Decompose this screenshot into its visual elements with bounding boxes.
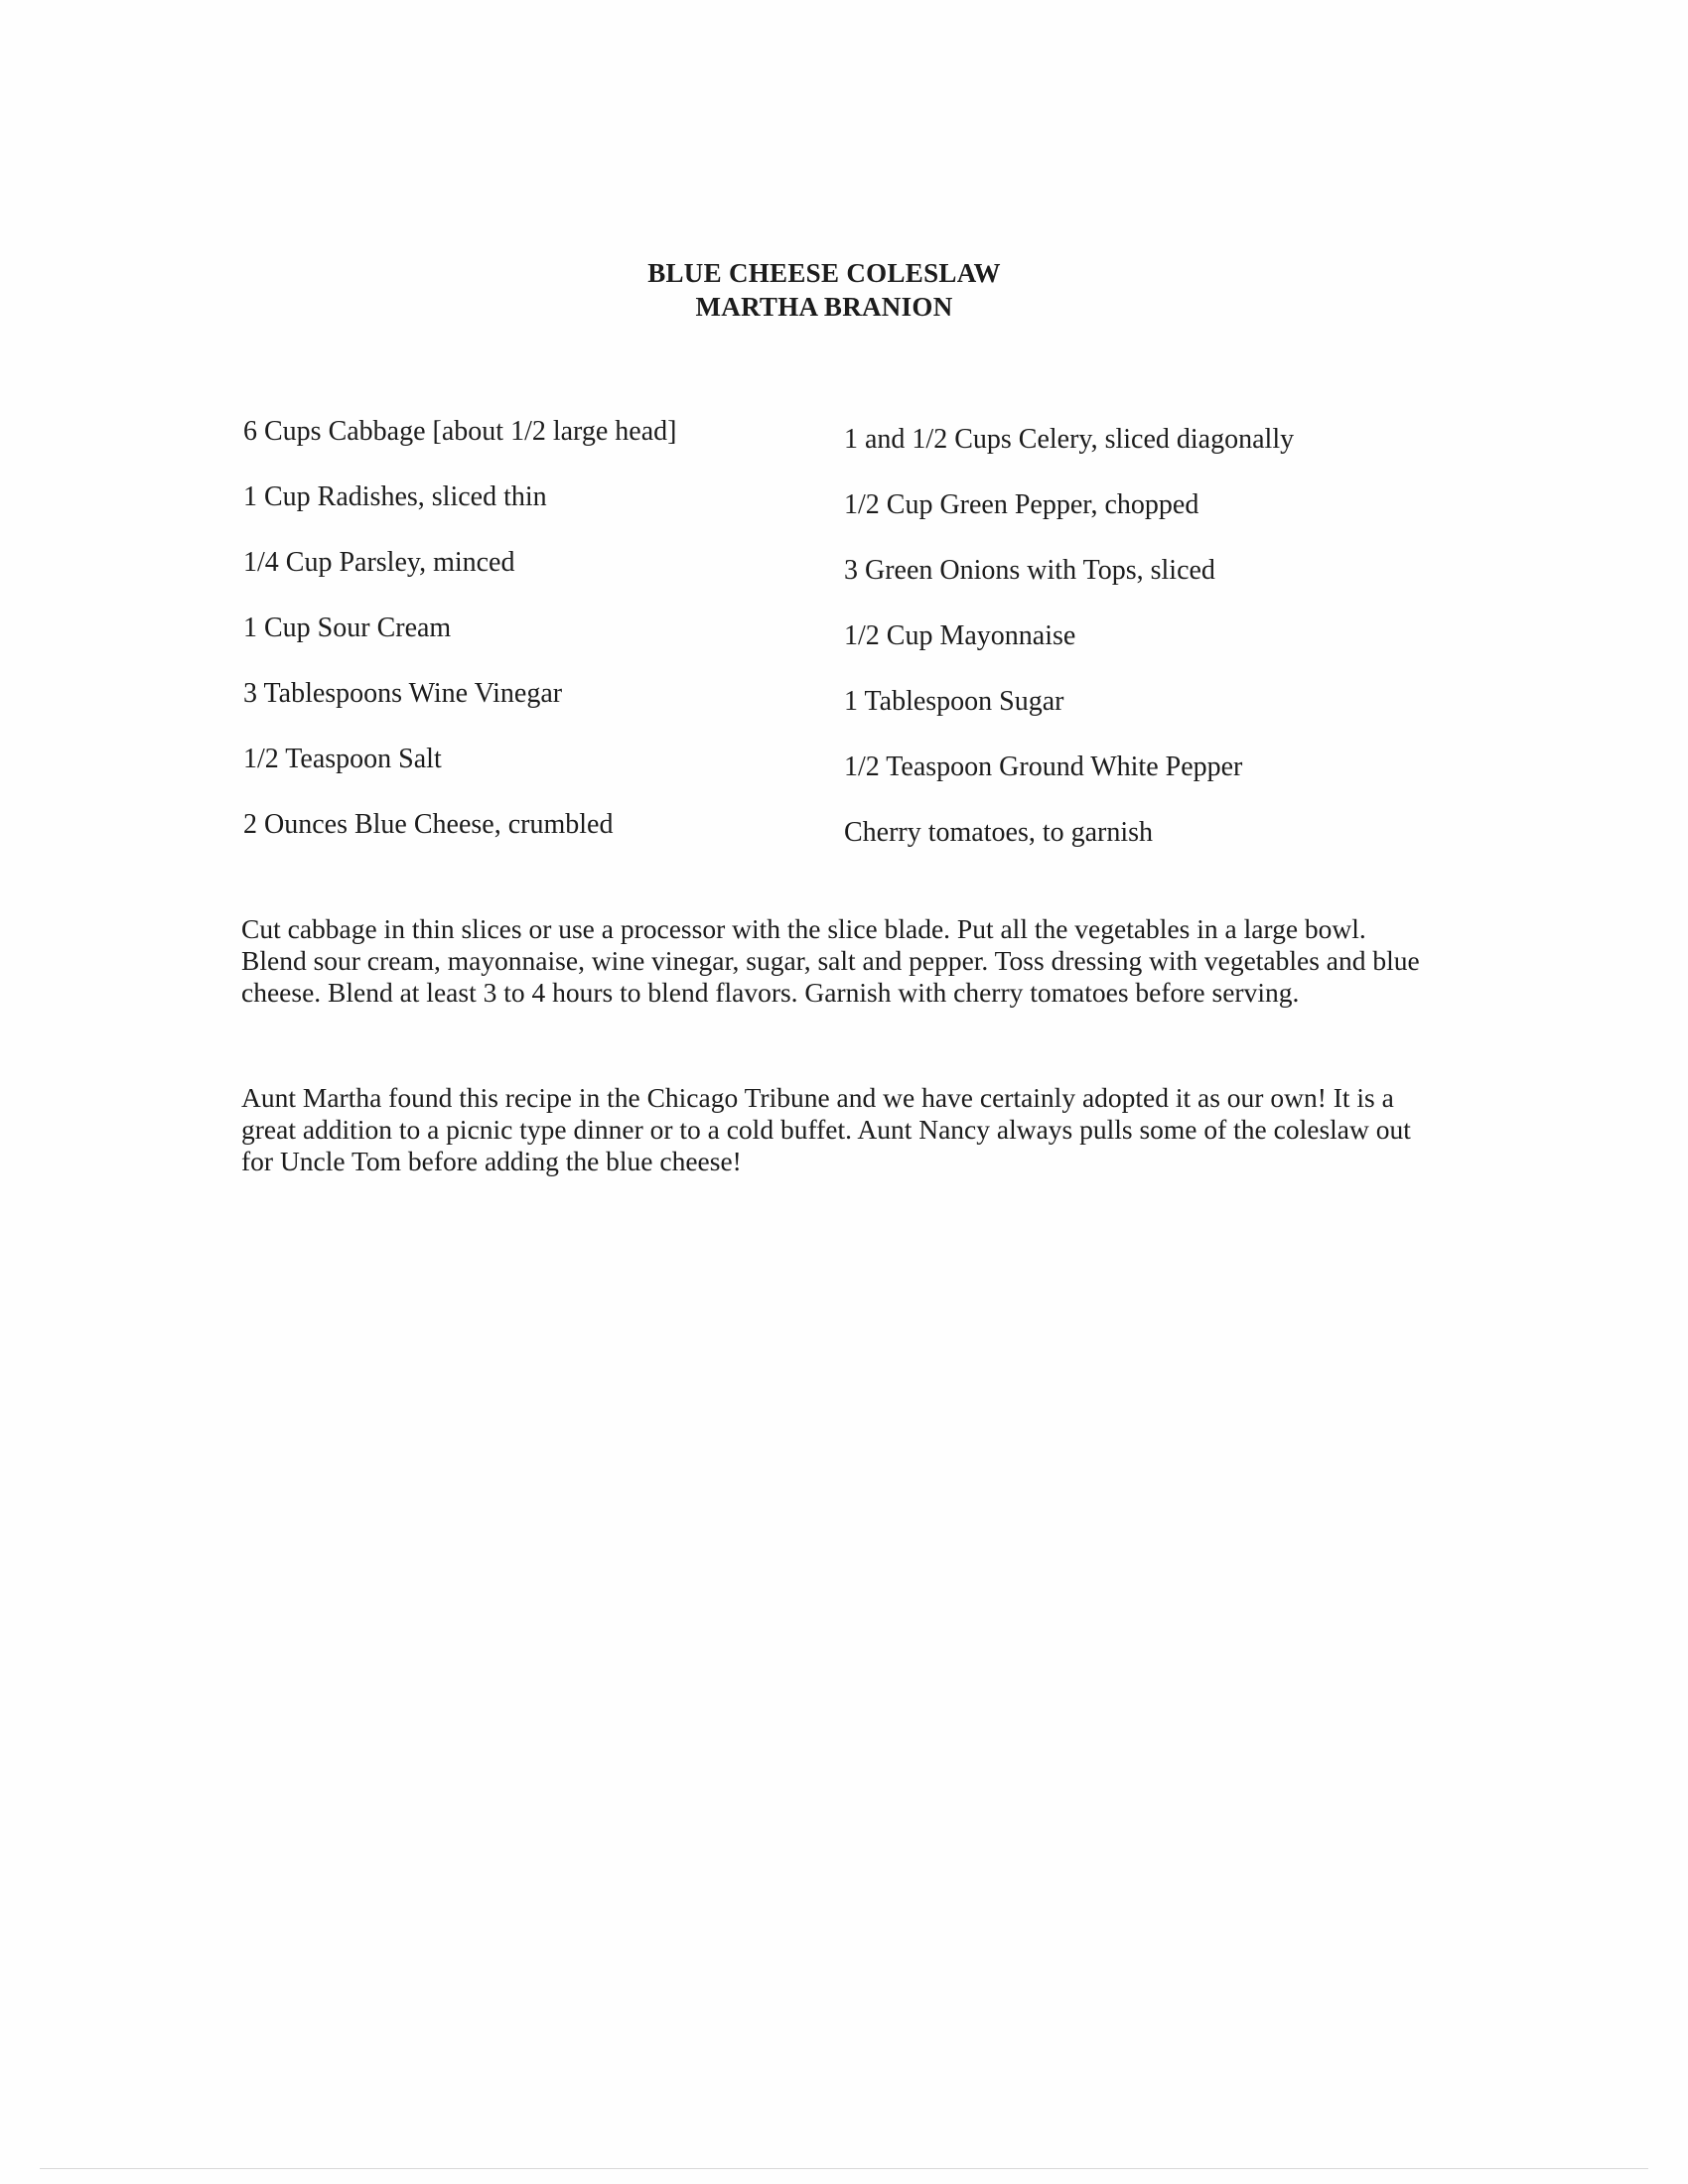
ingredient-item: 2 Ounces Blue Cheese, crumbled [243, 809, 614, 840]
ingredients-left-column [243, 415, 676, 874]
ingredient-item: Cherry tomatoes, to garnish [844, 817, 1154, 848]
ingredient-item: 1 Cup Radishes, sliced thin [243, 481, 547, 512]
recipe-author: MARTHA BRANION [695, 292, 953, 322]
title-block [0, 256, 1648, 324]
note-paragraph: Aunt Martha found this recipe in the Chicago Tribune and we have certainly adopted it as our own! It is a great addition to a picnic type dinner or to a cold buffet. Aunt Nancy always pulls some of the coleslaw out for Uncle Tom before adding the blue cheese! [241, 1082, 1411, 1176]
ingredient-item: 1/2 Teaspoon Salt [243, 744, 442, 774]
directions-paragraph: Cut cabbage in thin slices or use a processor with the slice blade. Put all the vegetables in a large bowl. Blend sour cream, mayonnaise, wine vinegar, sugar, salt and pepper. Toss dressing with vegetables and blue cheese. Blend at least 3 to 4 hours to blend flavors. Garnish with cherry tomatoes before serving. [241, 913, 1420, 1008]
ingredient-item: 6 Cups Cabbage [about 1/2 large head] [243, 416, 677, 447]
ingredients-right-column [844, 423, 1294, 882]
scan-edge-divider [40, 2168, 1648, 2169]
ingredient-item: 1 Tablespoon Sugar [844, 686, 1064, 717]
ingredient-item: 1 Cup Sour Cream [243, 613, 452, 643]
ingredient-item: 3 Tablespoons Wine Vinegar [243, 678, 563, 709]
ingredient-item: 1/2 Teaspoon Ground White Pepper [844, 751, 1243, 782]
ingredient-item: 1 and 1/2 Cups Celery, sliced diagonally [844, 424, 1295, 455]
ingredient-item: 1/2 Cup Mayonnaise [844, 620, 1076, 651]
ingredient-item: 1/4 Cup Parsley, minced [243, 547, 515, 578]
ingredient-item: 1/2 Cup Green Pepper, chopped [844, 489, 1199, 520]
recipe-title: BLUE CHEESE COLESLAW [647, 258, 1001, 288]
ingredient-item: 3 Green Onions with Tops, sliced [844, 555, 1215, 586]
